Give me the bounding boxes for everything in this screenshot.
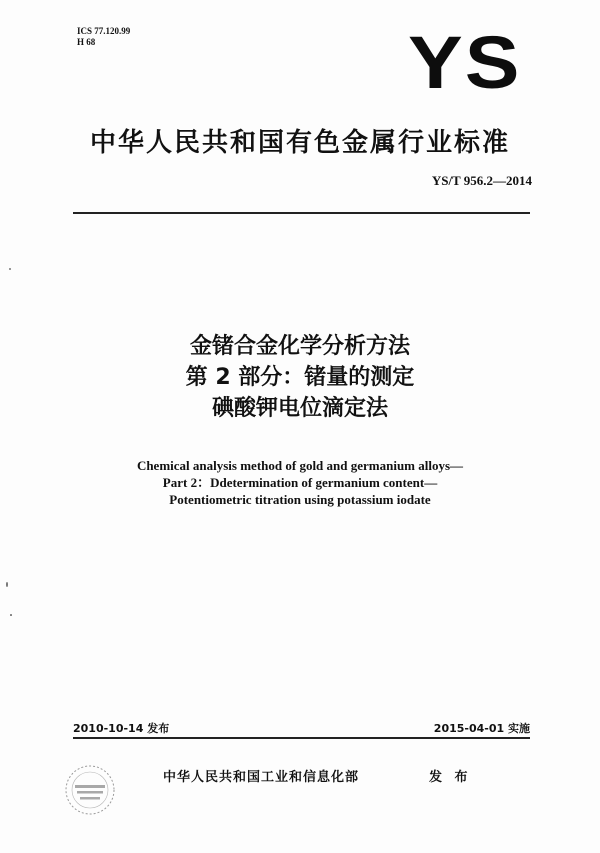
scan-speck: [6, 582, 8, 587]
issued-label: 发 布: [429, 770, 472, 785]
scan-speck: [9, 268, 11, 270]
ccs-code: H 68: [77, 37, 96, 47]
ics-code: ICS 77.120.99: [77, 26, 131, 36]
issuing-authority: 中华人民共和国工业和信息化部: [163, 770, 360, 785]
chinese-title-line-2: 第 2 部分：锗量的测定: [185, 365, 415, 390]
top-divider: [73, 212, 530, 214]
implement-date: 2015-04-01 实施: [433, 722, 530, 735]
issue-date: 2010-10-14 发布: [73, 722, 170, 735]
english-title-line-3: Potentiometric titration using potassium iodate: [169, 492, 431, 507]
scan-speck: [10, 614, 12, 616]
english-title: [0, 457, 600, 508]
english-title-line-1: Chemical analysis method of gold and germanium alloys—: [136, 458, 464, 473]
watermark-stamp-icon: [63, 763, 117, 817]
standard-code: YS/T 956.2—2014: [431, 173, 532, 188]
bottom-divider: [73, 737, 530, 739]
english-title-line-2: Part 2：Ddetermination of germanium content—: [162, 475, 438, 490]
standard-category-title: 中华人民共和国有色金属行业标准: [89, 128, 510, 158]
chinese-title-line-1: 金锗合金化学分析方法: [189, 334, 410, 359]
chinese-title: [0, 331, 600, 424]
chinese-title-line-3: 碘酸钾电位滴定法: [211, 396, 388, 421]
ys-logo: YS: [408, 22, 522, 105]
classification-codes: [77, 26, 130, 48]
